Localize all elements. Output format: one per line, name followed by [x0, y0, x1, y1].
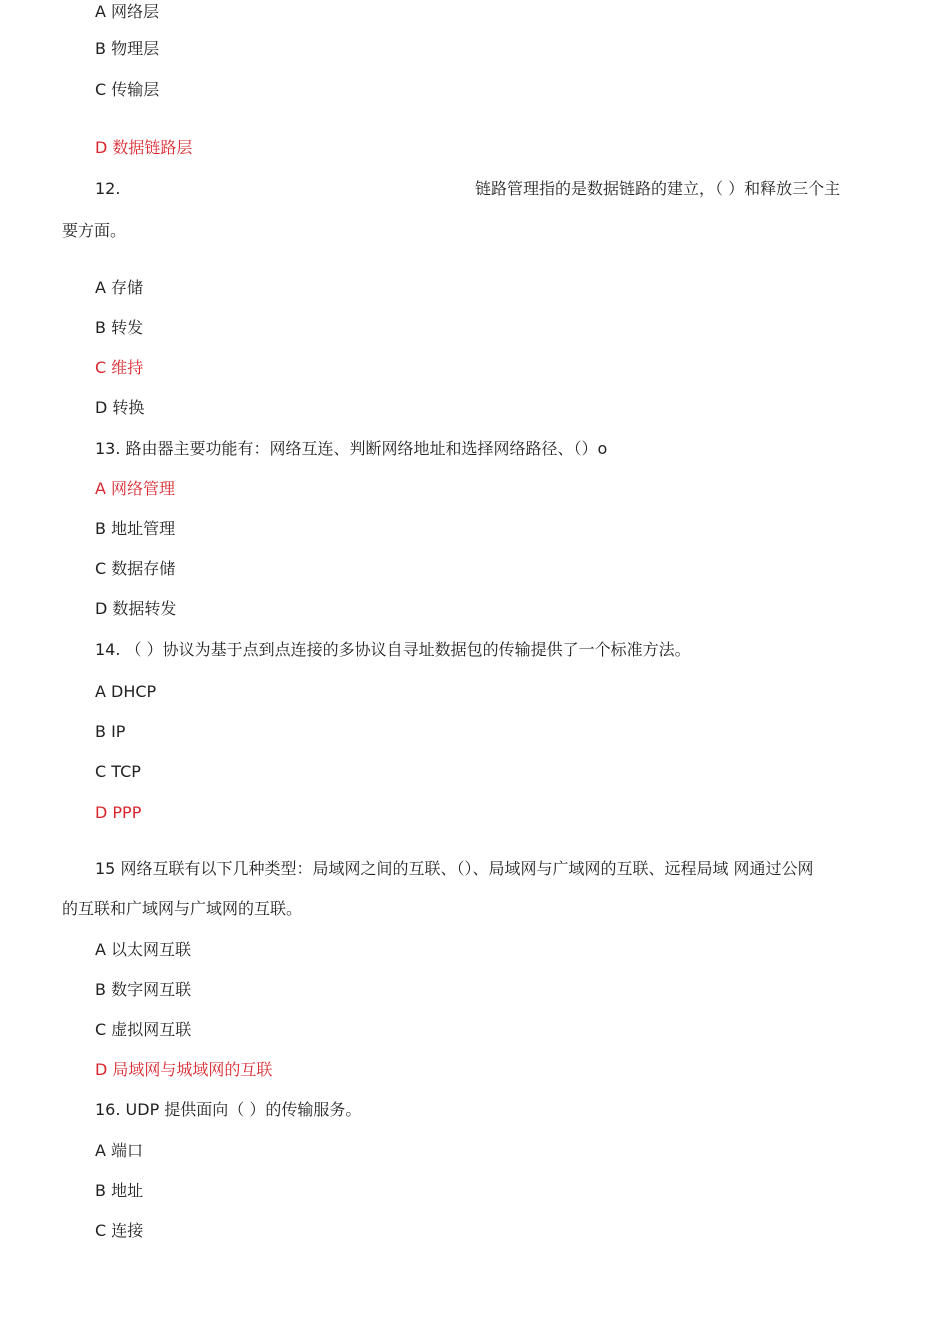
q11-option-b: B 物理层	[95, 39, 160, 58]
q12-number: 12.	[95, 179, 121, 198]
q15-option-a: A 以太网互联	[95, 940, 192, 959]
q11-option-a: A 网络层	[95, 2, 160, 21]
q16-option-a: A 端口	[95, 1141, 144, 1160]
q12-option-c-answer: C 维持	[95, 358, 144, 377]
q16-stem: 16. UDP 提供面向（ ）的传输服务。	[95, 1100, 362, 1119]
q15-option-b: B 数字网互联	[95, 980, 192, 999]
q13-option-d: D 数据转发	[95, 599, 177, 618]
q12-stem-line2: 要方面。	[62, 221, 127, 240]
q11-option-c: C 传输层	[95, 80, 160, 99]
q14-option-b: B IP	[95, 722, 126, 741]
q14-option-a: A DHCP	[95, 682, 157, 701]
q14-option-c: C TCP	[95, 762, 141, 781]
q16-option-c: C 连接	[95, 1221, 144, 1240]
q13-option-b: B 地址管理	[95, 519, 176, 538]
q13-option-a-answer: A 网络管理	[95, 479, 176, 498]
q14-stem: 14. （ ）协议为基于点到点连接的多协议自寻址数据包的传输提供了一个标准方法。	[95, 640, 691, 659]
q12-option-a: A 存储	[95, 278, 144, 297]
q15-stem-line2: 的互联和广域网与广域网的互联。	[62, 899, 303, 918]
q12-option-b: B 转发	[95, 318, 144, 337]
q15-option-c: C 虚拟网互联	[95, 1020, 192, 1039]
q12-stem-line1: 链路管理指的是数据链路的建立，（ ）和释放三个主	[475, 179, 841, 198]
q12-option-d: D 转换	[95, 398, 145, 417]
q14-option-d-answer: D PPP	[95, 803, 142, 822]
q16-option-b: B 地址	[95, 1181, 144, 1200]
q13-stem: 13. 路由器主要功能有：网络互连、判断网络地址和选择网络路径、（）o	[95, 439, 608, 458]
q11-option-d-answer: D 数据链路层	[95, 138, 193, 157]
q13-option-c: C 数据存储	[95, 559, 176, 578]
q15-stem-line1: 15 网络互联有以下几种类型：局域网之间的互联、（）、局域网与广域网的互联、远程局域 网通过公网	[95, 859, 814, 878]
q15-option-d-answer: D 局域网与城域网的互联	[95, 1060, 273, 1079]
